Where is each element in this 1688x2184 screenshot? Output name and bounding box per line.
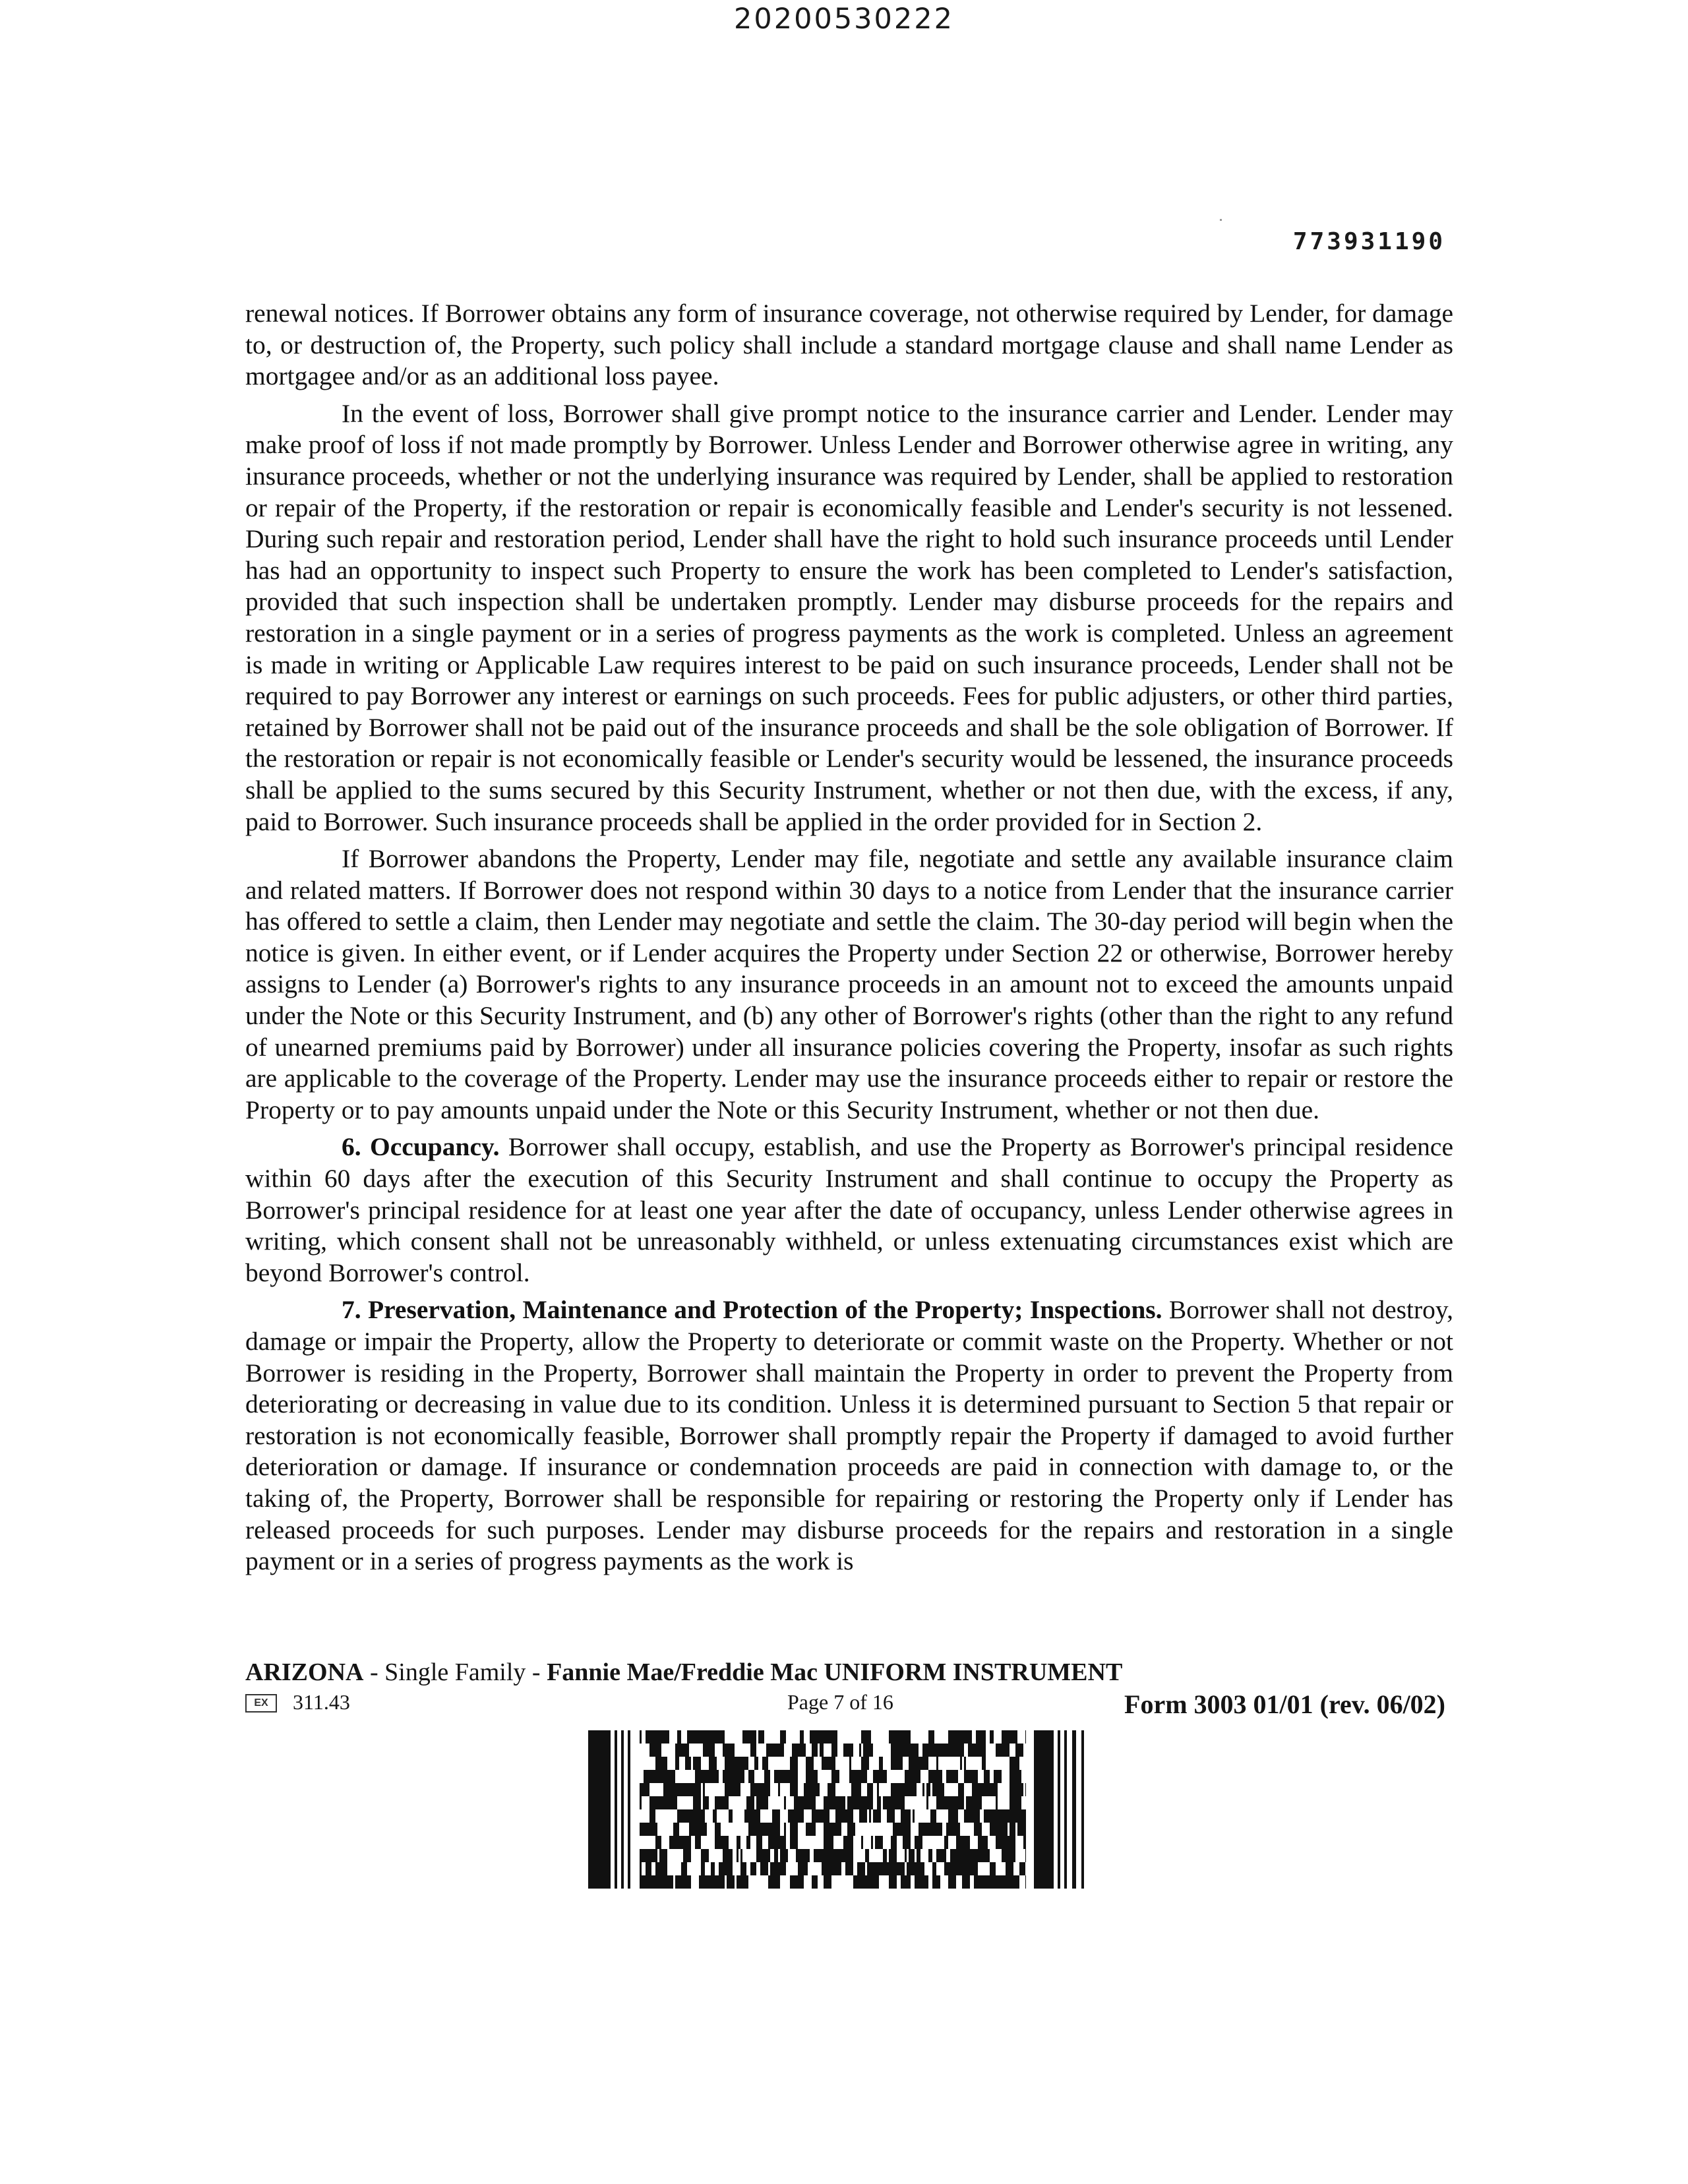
barcode-icon	[588, 1730, 1096, 1889]
form-logo-icon: EX	[245, 1694, 277, 1713]
form-id: Form 3003 01/01 (rev. 06/02)	[1124, 1689, 1445, 1719]
document-body	[245, 298, 1453, 1583]
footer-form-line	[245, 1689, 1445, 1720]
footer-instrument: Fannie Mae/Freddie Mac UNIFORM INSTRUMENT	[547, 1658, 1123, 1686]
loan-number: 773931190	[1292, 228, 1445, 255]
preservation-text: Borrower shall not destroy, damage or impair the Property, allow the Property to deteriorate or commit waste on the Property. Whether or not Borrower is residing in the Property, Borrower shall maintain the Property in order to prevent the Property from deteriorating or decreasing in value due to its condition. Unless it is determined pursuant to Section 5 that repair or restoration is not economically feasible, Borrower shall promptly repair the Property if damaged to avoid further deterioration or damage. If insurance or condemnation proceeds are paid in connection with damage to, or the taking of, the Property, Borrower shall be responsible for repairing or restoring the Property only if Lender has released proceeds for such purposes. Lender may disburse proceeds for the repairs and restoration in a single payment or in a series of progress payments as the work is	[245, 1295, 1453, 1576]
paragraph-event-of-loss: In the event of loss, Borrower shall give prompt notice to the insurance carrier and Lender. Lender may make proof of loss if not made promptly by Borrower. Unless Lender and Borrower otherwise agree in writing, any insurance proceeds, whether or not the underlying insurance was required by Lender, shall be applied to restoration or repair of the Property, if the restoration or repair is economically feasible and Lender's security is not lessened. During such repair and restoration period, Lender shall have the right to hold such insurance proceeds until Lender has had an opportunity to inspect such Property to ensure the work has been completed to Lender's satisfaction, provided that such inspection shall be undertaken promptly. Lender may disburse proceeds for the repairs and restoration in a single payment or in a series of progress payments as the work is completed. Unless an agreement is made in writing or Applicable Law requires interest to be paid on such insurance proceeds, Lender shall not be required to pay Borrower any interest or earnings on such proceeds. Fees for public adjusters, or other third parties, retained by Borrower shall not be paid out of the insurance proceeds and shall be the sole obligation of Borrower. If the restoration or repair is not economically feasible or Lender's security would be lessened, the insurance proceeds shall be applied to the sums secured by this Security Instrument, whether or not then due, with the excess, if any, paid to Borrower. Such insurance proceeds shall be applied in the order provided for in Section 2.	[245, 398, 1453, 836]
form-footer	[245, 1657, 1445, 1720]
footer-state: ARIZONA	[245, 1658, 364, 1686]
paragraph-abandonment: If Borrower abandons the Property, Lender may file, negotiate and settle any available insurance claim and related matters. If Borrower does not respond within 30 days to a notice from Lender that the insurance carrier has offered to settle a claim, then Lender may negotiate and settle the claim. The 30-day period will begin when the notice is given. In either event, or if Lender acquires the Property under Section 22 or otherwise, Borrower hereby assigns to Lender (a) Borrower's rights to any insurance proceeds in an amount not to exceed the amounts unpaid under the Note or this Security Instrument, and (b) any other of Borrower's rights (other than the right to any refund of unearned premiums paid by Borrower) under all insurance policies covering the Property, insofar as such rights are applicable to the coverage of the Property. Lender may use the insurance proceeds either to repair or restore the Property or to pay amounts unpaid under the Note or this Security Instrument, whether or not then due.	[245, 844, 1453, 1124]
footer-instrument-line	[245, 1657, 1445, 1687]
form-code: 311.43	[293, 1690, 350, 1714]
page-number: Page 7 of 16	[787, 1690, 893, 1714]
section-heading-occupancy: 6. Occupancy.	[342, 1132, 500, 1162]
footer-separator: - Single Family -	[363, 1658, 547, 1686]
paragraph-renewal-notices: renewal notices. If Borrower obtains any form of insurance coverage, not otherwise required by Lender, for damage to, or destruction of, the Property, such policy shall include a standard mortgage clause and shall name Lender as mortgagee and/or as an additional loss payee.	[245, 299, 1453, 391]
speck	[1220, 219, 1222, 221]
paragraph-occupancy	[245, 1132, 1453, 1289]
occupancy-text: Borrower shall occupy, establish, and use the Property as Borrower's principal residence within 60 days after the execution of this Security Instrument and shall continue to occupy the Property as Borrower's principal residence for at least one year after the date of occupancy, unless Lender otherwise agrees in writing, which consent shall not be unreasonably withheld, or unless extenuating circumstances exist which are beyond Borrower's control.	[245, 1132, 1453, 1287]
recording-number: 20200530222	[734, 3, 954, 36]
section-heading-preservation: 7. Preservation, Maintenance and Protection of the Property; Inspections.	[342, 1295, 1162, 1325]
paragraph-preservation	[245, 1294, 1453, 1577]
